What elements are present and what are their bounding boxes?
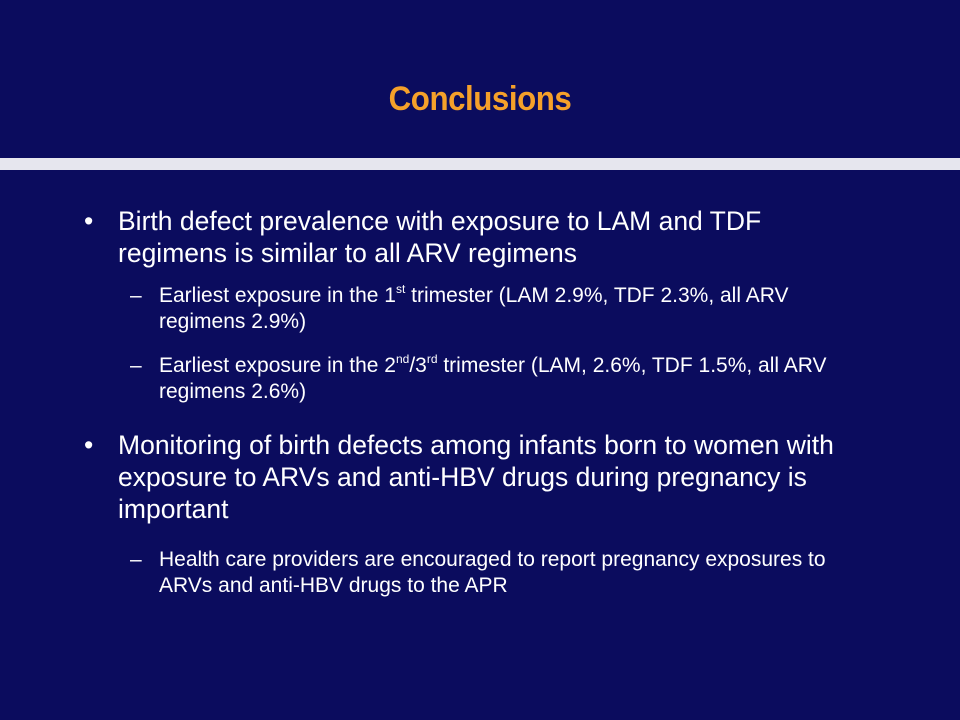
bullet-2 bbox=[84, 429, 864, 525]
sub-bullet-text: Health care providers are encouraged to report pregnancy exposures to ARVs and anti-HBV drugs to the APR bbox=[159, 548, 826, 597]
dash-symbol: – bbox=[130, 284, 142, 307]
title-divider bbox=[0, 158, 960, 170]
sub-bullet-2-1 bbox=[130, 547, 850, 599]
ordinal-suffix: rd bbox=[426, 352, 438, 366]
sub-bullet-text bbox=[159, 353, 850, 405]
ordinal-suffix: st bbox=[395, 282, 406, 296]
bullet-text: Monitoring of birth defects among infants born to women with exposure to ARVs and anti-HBV drugs during pregnancy is important bbox=[118, 430, 834, 524]
sub-bullet-1-2 bbox=[130, 353, 850, 405]
bullet-text: Birth defect prevalence with exposure to LAM and TDF regimens is similar to all ARV regimens bbox=[118, 206, 762, 268]
slide-title: Conclusions bbox=[388, 80, 572, 118]
ordinal-suffix: nd bbox=[395, 352, 410, 366]
sub-text-part: Earliest exposure in the 1 bbox=[159, 284, 396, 307]
sub-text-part: trimester (LAM 2.9%, TDF 2.3%, all ARV regimens 2.9%) bbox=[159, 284, 789, 333]
dash-symbol: – bbox=[130, 548, 142, 571]
sub-text-part: /3 bbox=[409, 354, 427, 377]
dash-symbol: – bbox=[130, 354, 142, 377]
sub-bullet-text bbox=[159, 283, 850, 335]
sub-text-part: Earliest exposure in the 2 bbox=[159, 354, 396, 377]
bullet-symbol: • bbox=[84, 206, 94, 236]
bullet-1 bbox=[84, 205, 864, 269]
bullet-symbol: • bbox=[84, 430, 94, 460]
sub-text-part: trimester (LAM, 2.6%, TDF 1.5%, all ARV regimens 2.6%) bbox=[159, 354, 827, 403]
sub-bullet-1-1 bbox=[130, 283, 850, 335]
